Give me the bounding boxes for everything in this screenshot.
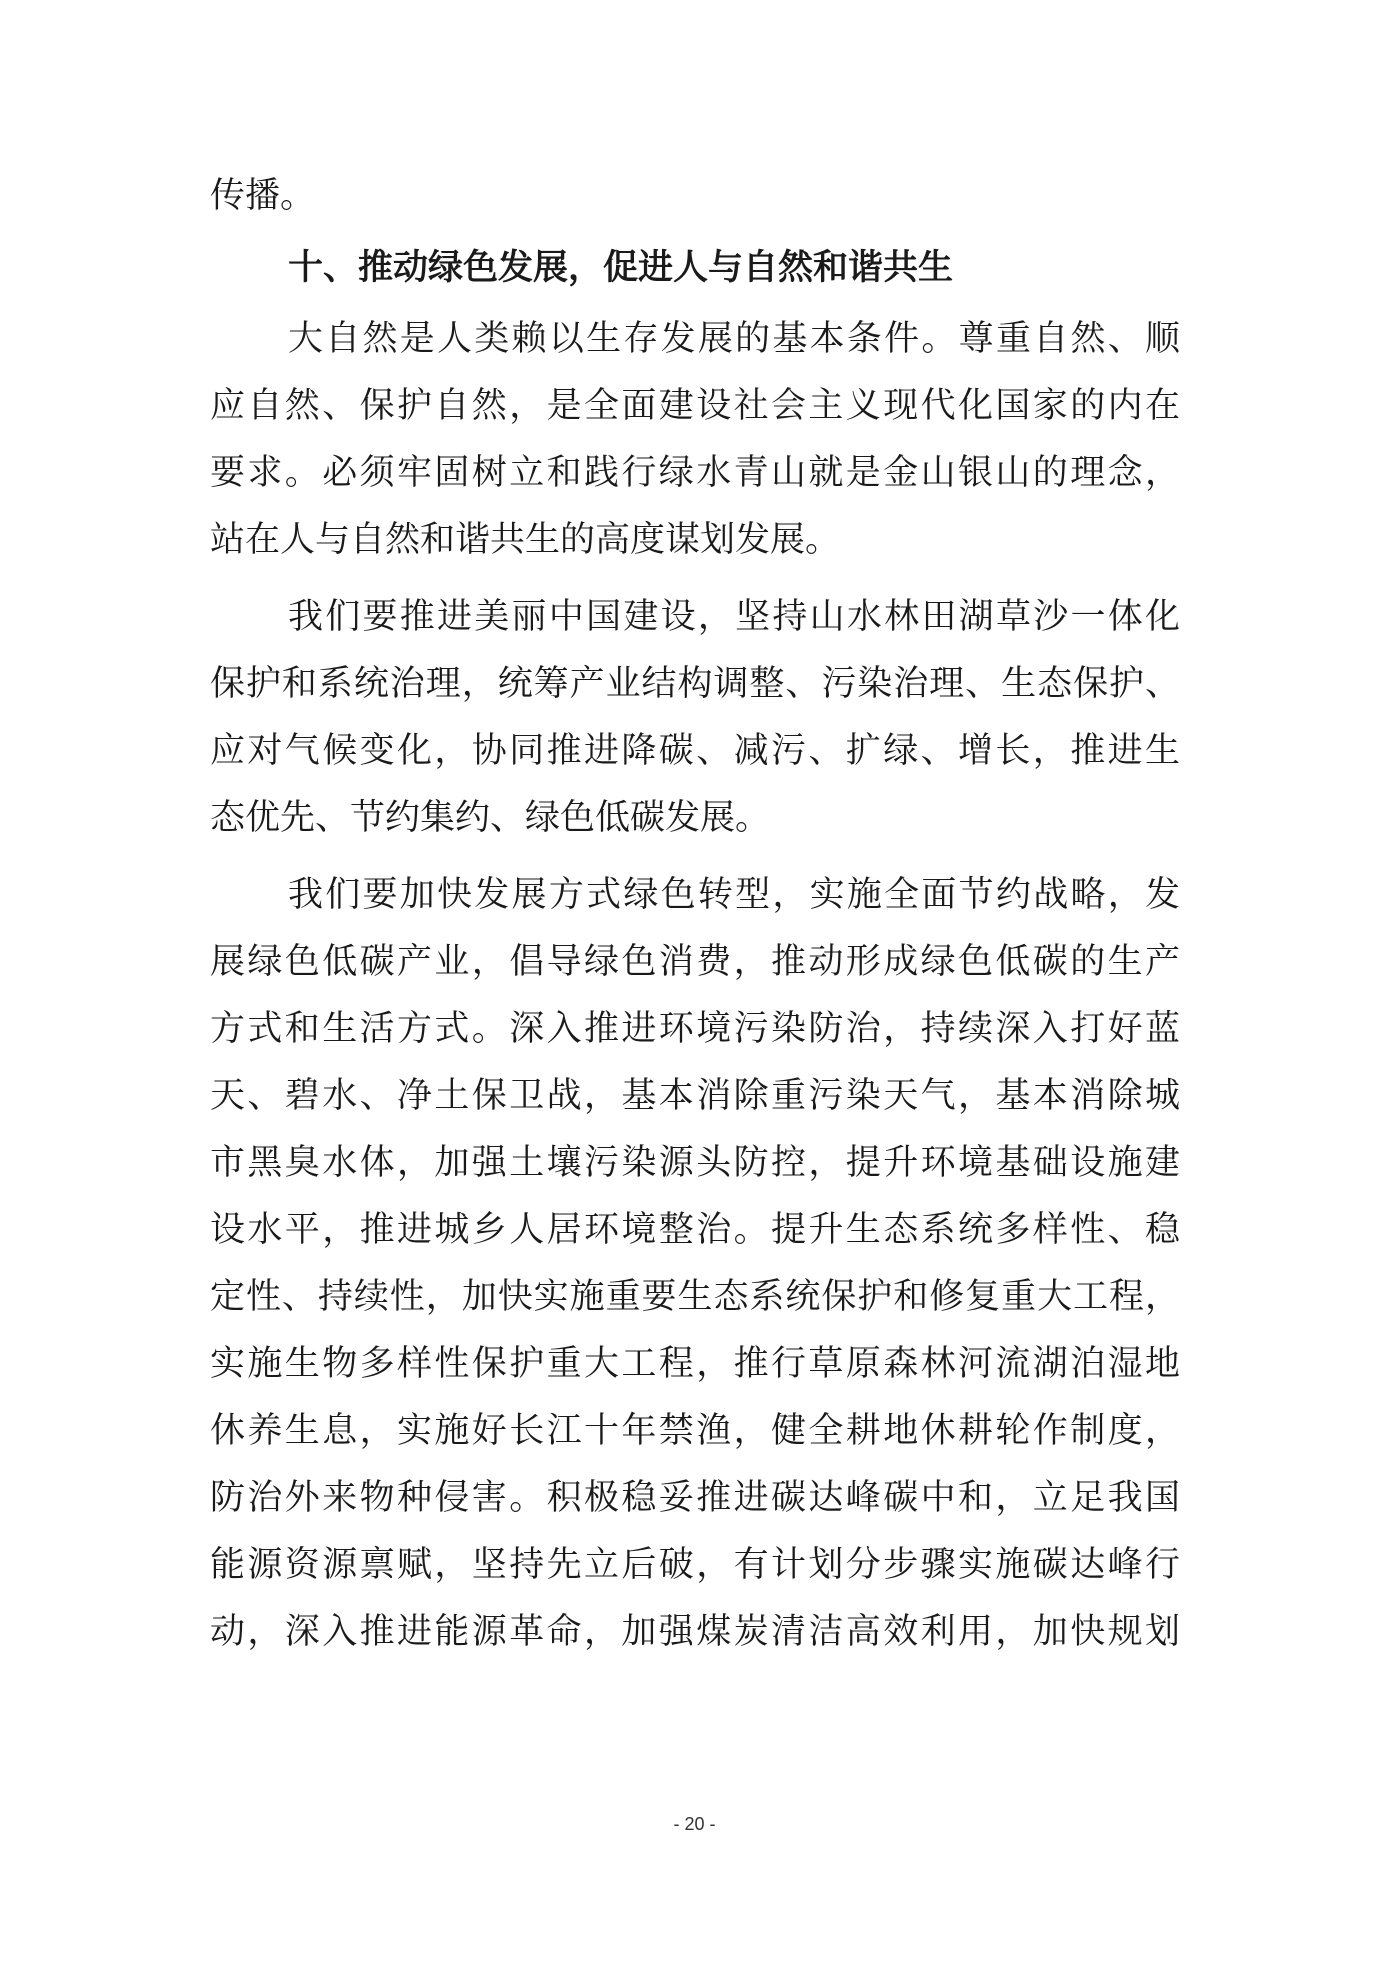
text-line: 防治外来物种侵害。积极稳妥推进碳达峰碳中和，立足我国	[210, 1478, 1180, 1518]
text-line: 实施生物多样性保护重大工程，推行草原森林河流湖泊湿地	[210, 1344, 1180, 1384]
section-heading: 十、推动绿色发展，促进人与自然和谐共生	[288, 248, 954, 288]
text-line: 应对气候变化，协同推进降碳、减污、扩绿、增长，推进生	[210, 731, 1180, 771]
paragraph-gap	[210, 852, 1180, 862]
paragraph-gap	[210, 574, 1180, 584]
text-line: 展绿色低碳产业，倡导绿色消费，推动形成绿色低碳的生产	[210, 942, 1180, 982]
text-line: 应自然、保护自然，是全面建设社会主义现代化国家的内在	[210, 386, 1180, 426]
text-line: 能源资源禀赋，坚持先立后破，有计划分步骤实施碳达峰行	[210, 1545, 1180, 1585]
text-line: 设水平，推进城乡人居环境整治。提升生态系统多样性、稳	[210, 1210, 1180, 1250]
text-line: 我们要推进美丽中国建设，坚持山水林田湖草沙一体化	[288, 597, 1180, 637]
text-line: 大自然是人类赖以生存发展的基本条件。尊重自然、顺	[288, 319, 1180, 359]
text-line: 动，深入推进能源革命，加强煤炭清洁高效利用，加快规划	[210, 1612, 1180, 1652]
text-line: 天、碧水、净土保卫战，基本消除重污染天气，基本消除城	[210, 1076, 1180, 1116]
page-number: - 20 -	[673, 1814, 716, 1834]
text-line: 方式和生活方式。深入推进环境污染防治，持续深入打好蓝	[210, 1009, 1180, 1049]
text-line: 保护和系统治理，统筹产业结构调整、污染治理、生态保护、	[210, 664, 1180, 704]
text-line: 站在人与自然和谐共生的高度谋划发展。	[210, 520, 841, 560]
document-body	[210, 163, 1180, 1666]
text-line: 定性、持续性，加快实施重要生态系统保护和修复重大工程，	[210, 1277, 1180, 1317]
text-line: 休养生息，实施好长江十年禁渔，健全耕地休耕轮作制度，	[210, 1411, 1180, 1451]
text-line: 态优先、节约集约、绿色低碳发展。	[210, 798, 771, 838]
text-line: 传播。	[210, 176, 316, 216]
text-line: 要求。必须牢固树立和践行绿水青山就是金山银山的理念，	[210, 453, 1180, 493]
text-line: 我们要加快发展方式绿色转型，实施全面节约战略，发	[288, 875, 1180, 915]
text-line: 市黑臭水体，加强土壤污染源头防控，提升环境基础设施建	[210, 1143, 1180, 1183]
